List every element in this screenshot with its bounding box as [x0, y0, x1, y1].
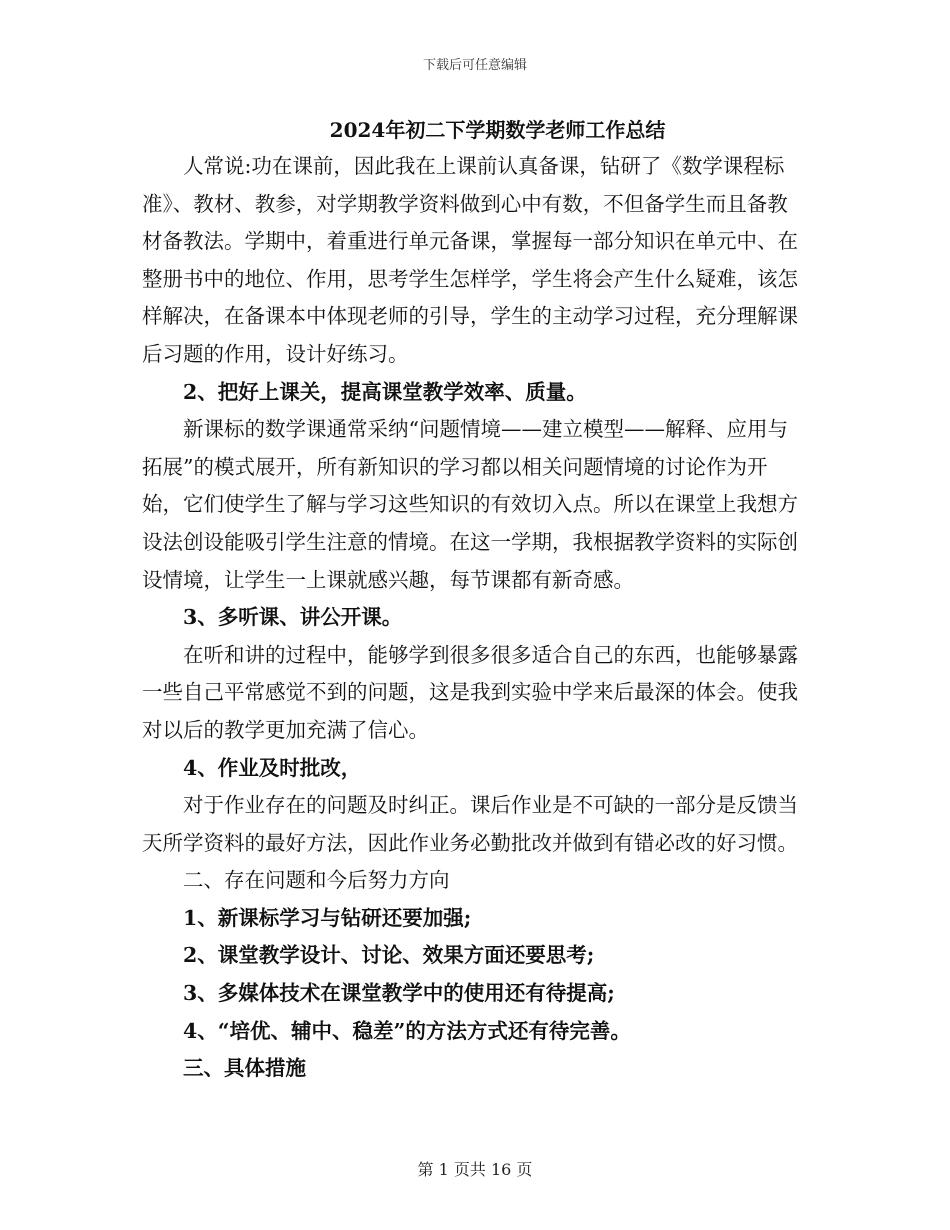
section-heading-problems: 二、存在问题和今后努力方向: [183, 868, 450, 893]
list-item-problem-4: 4、“培优、辅中、稳差”的方法方式还有待完善。: [183, 1018, 631, 1043]
header-note: 下载后可任意编辑: [422, 58, 527, 73]
section-heading-measures: 三、具体措施: [183, 1056, 306, 1081]
document-body: [142, 148, 808, 1088]
section-heading-class-quality: 2、把好上课关，提高课堂教学效率、质量。: [183, 379, 587, 404]
section-heading-homework: 4、作业及时批改，: [183, 755, 362, 780]
section-heading-open-lessons: 3、多听课、讲公开课。: [183, 605, 403, 630]
list-item-problem-3: 3、多媒体技术在课堂教学中的使用还有待提高;: [183, 981, 615, 1006]
paragraph-listening-teaching: 在听和讲的过程中，能够学到很多很多适合自己的东西，也能够暴露一些自己平常感觉不到的问题，这是我到实验中学来后最深的体会。使我对以后的教学更加充满了信心。: [142, 642, 798, 742]
list-item-problem-1: 1、新课标学习与钻研还要加强;: [183, 905, 472, 930]
paragraph-lesson-prep: 人常说:功在课前，因此我在上课前认真备课，钻研了《数学课程标准》、教材、教参，对学期教学资料做到心中有数，不但备学生而且备教材备教法。学期中，着重进行单元备课，掌握每一部分知识在单元中、在整册书中的地位、作用，思考学生怎样学，学生将会产生什么疑难，该怎样解决，在备课本中体现老师的引导，学生的主动学习过程，充分理解课后习题的作用，设计好练习。: [142, 154, 798, 366]
paragraph-new-curriculum: 新课标的数学课通常采纳“问题情境——建立模型——解释、应用与拓展”的模式展开，所有新知识的学习都以相关问题情境的讨论作为开始，它们使学生了解与学习这些知识的有效切入点。所以在课堂上我想方设法创设能吸引学生注意的情境。在这一学期，我根据教学资料的实际创设情境，让学生一上课就感兴趣，每节课都有新奇感。: [142, 417, 798, 592]
list-item-problem-2: 2、课堂教学设计、讨论、效果方面还要思考;: [183, 943, 595, 968]
document-title: 2024年初二下学期数学老师工作总结: [329, 118, 666, 142]
page-footer: 第 1 页共 16 页: [417, 1160, 533, 1179]
paragraph-homework: 对于作业存在的问题及时纠正。课后作业是不可缺的一部分是反馈当天所学资料的最好方法，因此作业务必勤批改并做到有错必改的好习惯。: [142, 793, 798, 855]
